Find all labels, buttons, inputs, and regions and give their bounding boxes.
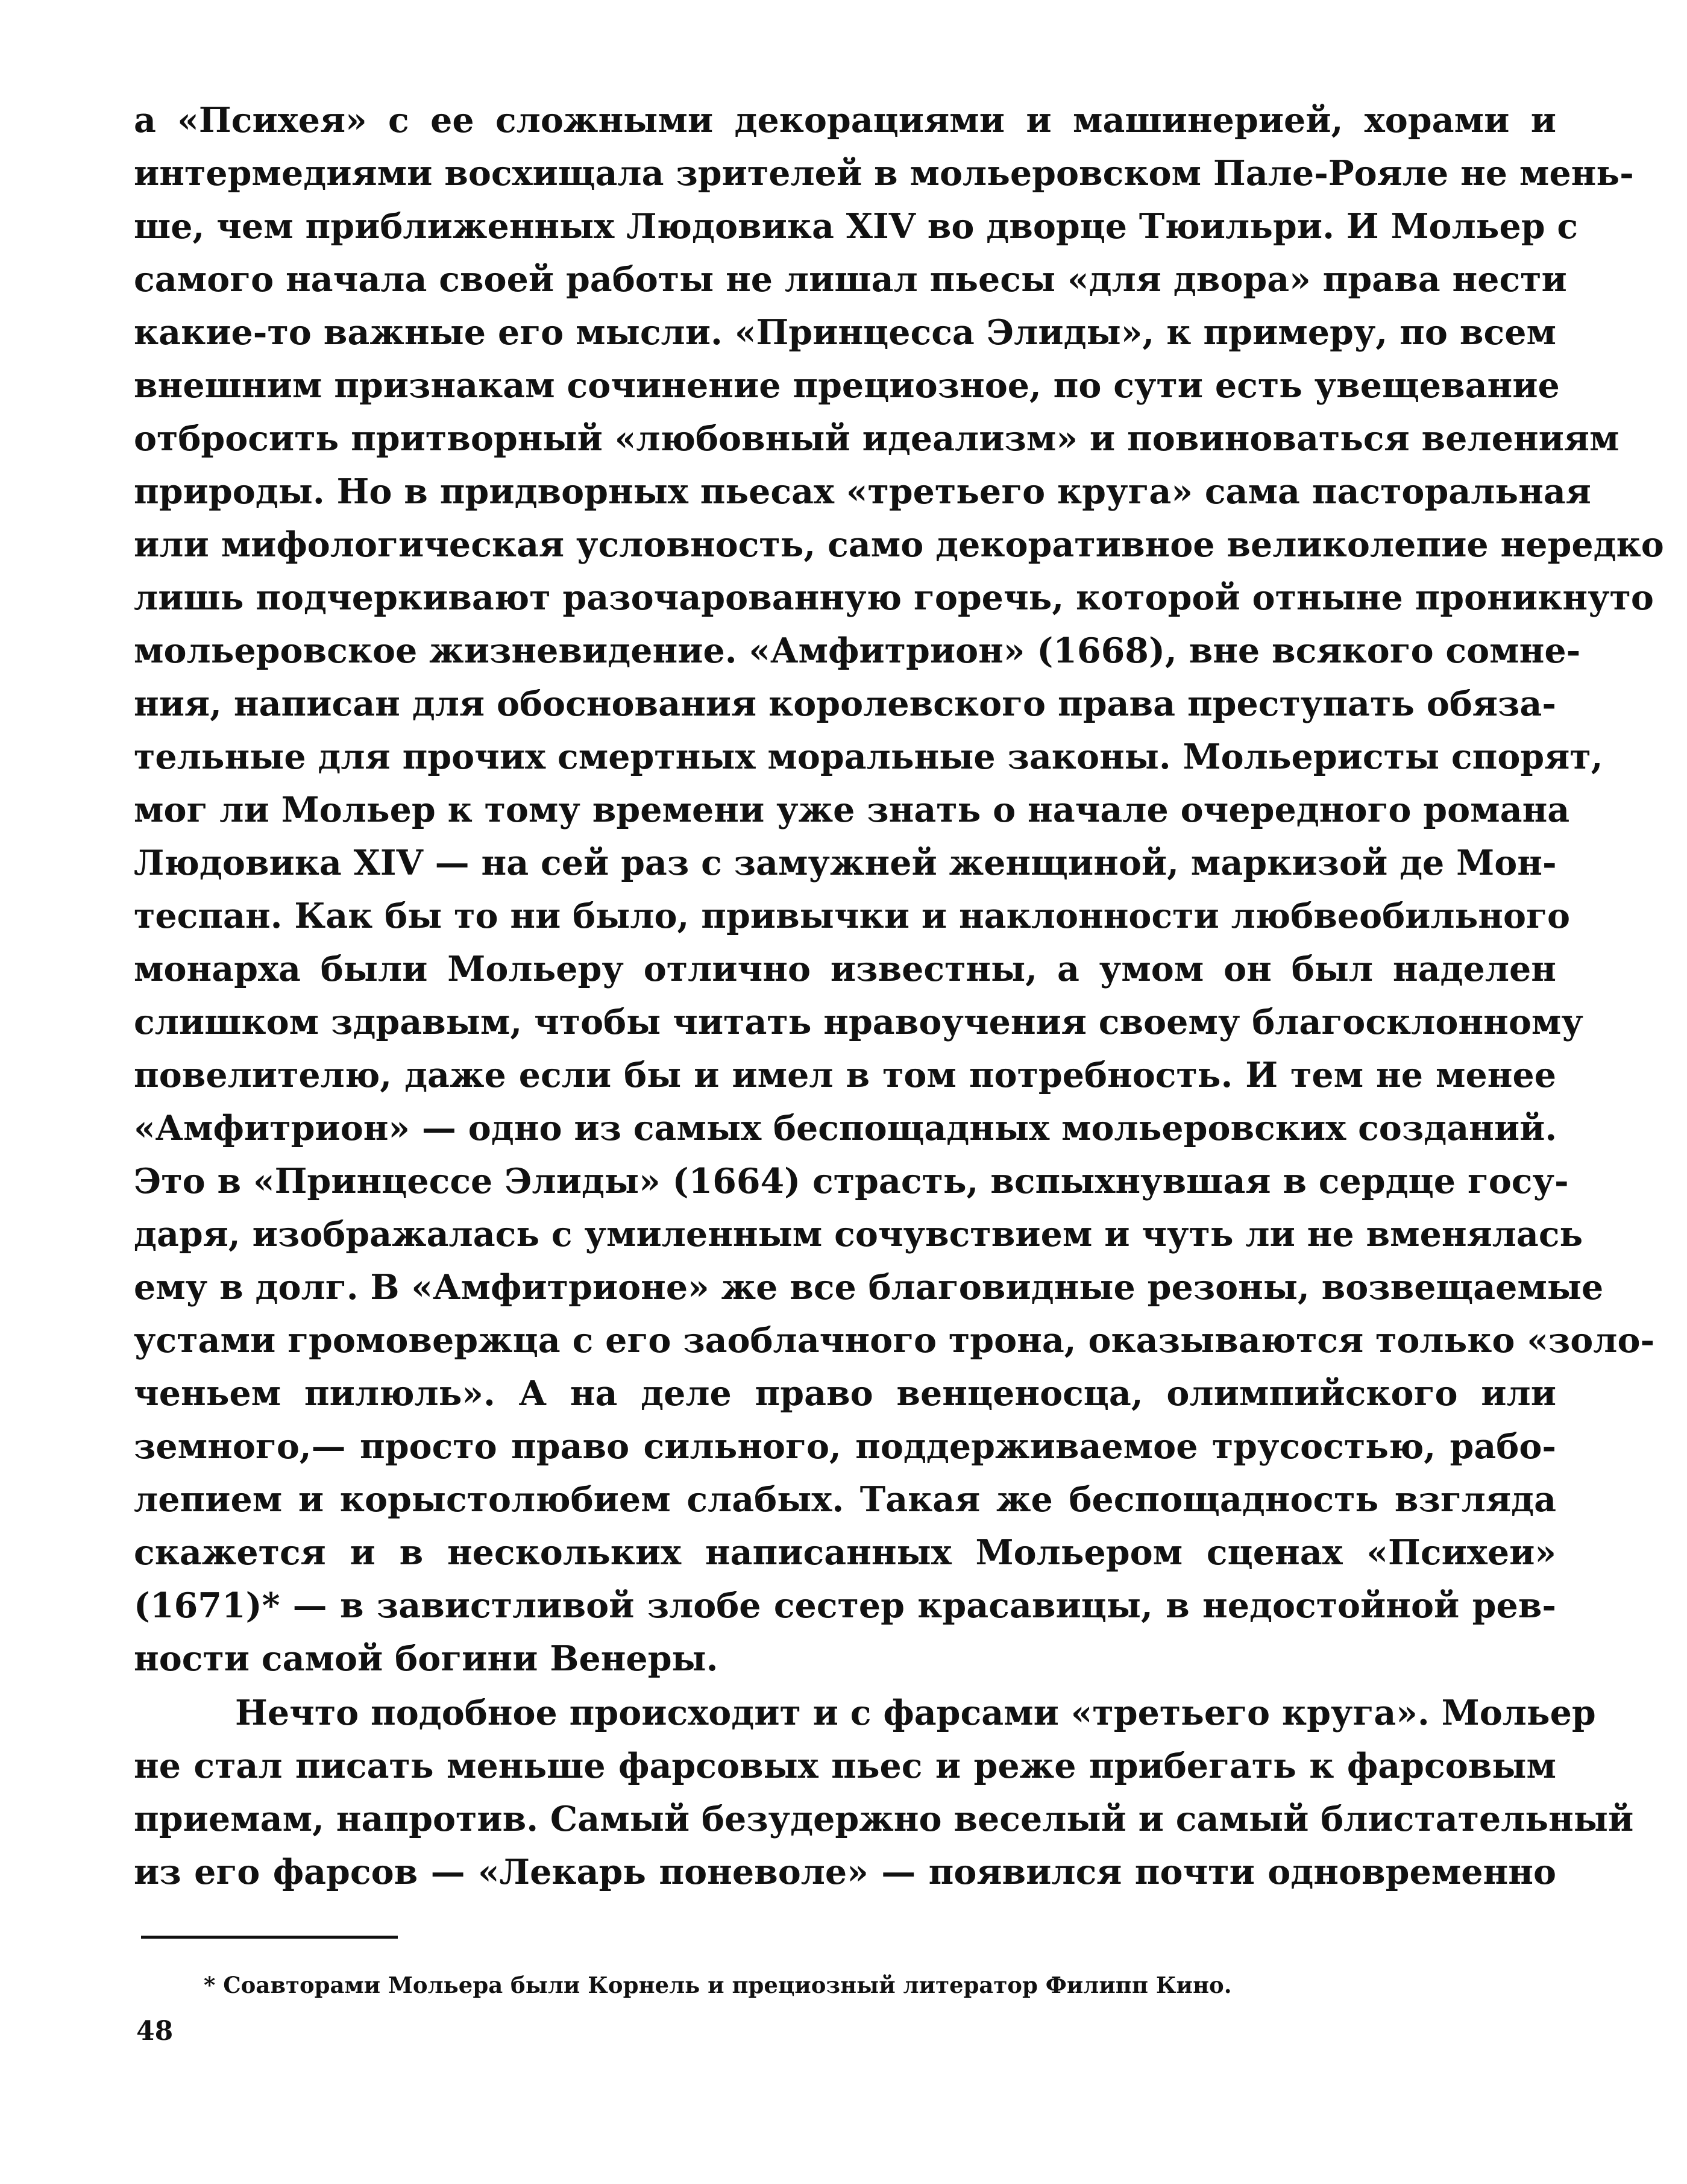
text-line: тельные для прочих смертных моральные законы. Мольеристы спорят,: [134, 737, 1603, 777]
text-line: устами громовержца с его заоблачного трона, оказываются только «золо-: [134, 1320, 1655, 1361]
text-line: внешним признакам сочинение прециозное, по сути есть увещевание: [134, 365, 1560, 406]
text-line: «Амфитрион» — одно из самых беспощадных мольеровских созданий.: [134, 1108, 1557, 1148]
text-line: мольеровское жизневидение. «Амфитрион» (1668), вне всякого сомне-: [134, 631, 1581, 671]
text-line: слишком здравым, чтобы читать нравоучения своему благосклонному: [134, 1002, 1583, 1042]
text-line: земного,— просто право сильного, поддерживаемое трусостью, рабо-: [134, 1426, 1556, 1467]
text-line: самого начала своей работы не лишал пьесы «для двора» права нести: [134, 259, 1567, 300]
text-line: лишь подчеркивают разочарованную горечь, которой отныне проникнуто: [134, 577, 1654, 618]
text-line: отбросить притворный «любовный идеализм» и повиноваться велениям: [134, 418, 1619, 459]
text-line: природы. Но в придворных пьесах «третьего круга» сама пасторальная: [134, 471, 1591, 512]
text-line: ему в долг. В «Амфитрионе» же все благовидные резоны, возвещаемые: [134, 1267, 1604, 1308]
text-line: ния, написан для обоснования королевского права преступать обяза-: [134, 684, 1556, 724]
text-line: приемам, напротив. Самый безудержно веселый и самый блистательный: [134, 1799, 1634, 1839]
footnote: * Соавторами Мольера были Корнель и прециозный литератор Филипп Кино.: [204, 1972, 1232, 1998]
text-line: ченьем пилюль». А на деле право венценосца, олимпийского или: [134, 1373, 1556, 1414]
page-number: 48: [136, 2016, 174, 2047]
text-line: а «Психея» с ее сложными декорациями и машинерией, хорами и: [134, 100, 1556, 140]
text-line: какие-то важные его мысли. «Принцесса Элиды», к примеру, по всем: [134, 312, 1556, 353]
text-line: ности самой богини Венеры.: [134, 1638, 718, 1679]
text-line: мог ли Мольер к тому времени уже знать о начале очередного романа: [134, 790, 1570, 830]
text-line: теспан. Как бы то ни было, привычки и наклонности любвеобильного: [134, 896, 1570, 936]
text-line: повелителю, даже если бы и имел в том потребность. И тем не менее: [134, 1055, 1556, 1095]
text-line: ше, чем приближенных Людовика XIV во дворце Тюильри. И Мольер с: [134, 206, 1579, 247]
text-line: скажется и в нескольких написанных Мольером сценах «Психеи»: [134, 1532, 1556, 1573]
text-line: даря, изображалась с умиленным сочувствием и чуть ли не вменялась: [134, 1214, 1583, 1254]
footnote-separator: [141, 1936, 398, 1939]
text-line: не стал писать меньше фарсовых пьес и реже прибегать к фарсовым: [134, 1746, 1556, 1786]
text-line: из его фарсов — «Лекарь поневоле» — появился почти одновременно: [134, 1852, 1556, 1892]
text-line: Это в «Принцессе Элиды» (1664) страсть, вспыхнувшая в сердце госу-: [134, 1161, 1569, 1201]
text-line: интермедиями восхищала зрителей в мольеровском Пале-Рояле не мень-: [134, 153, 1634, 194]
text-line: (1671)* — в завистливой злобе сестер красавицы, в недостойной рев-: [134, 1585, 1556, 1626]
text-line: лепием и корыстолюбием слабых. Такая же беспощадность взгляда: [134, 1479, 1556, 1520]
text-line: Нечто подобное происходит и с фарсами «третьего круга». Мольер: [235, 1693, 1596, 1733]
text-line: монарха были Мольеру отлично известны, а умом он был наделен: [134, 949, 1556, 989]
text-line: или мифологическая условность, само декоративное великолепие нередко: [134, 524, 1664, 565]
text-line: Людовика XIV — на сей раз с замужней женщиной, маркизой де Мон-: [134, 843, 1557, 883]
